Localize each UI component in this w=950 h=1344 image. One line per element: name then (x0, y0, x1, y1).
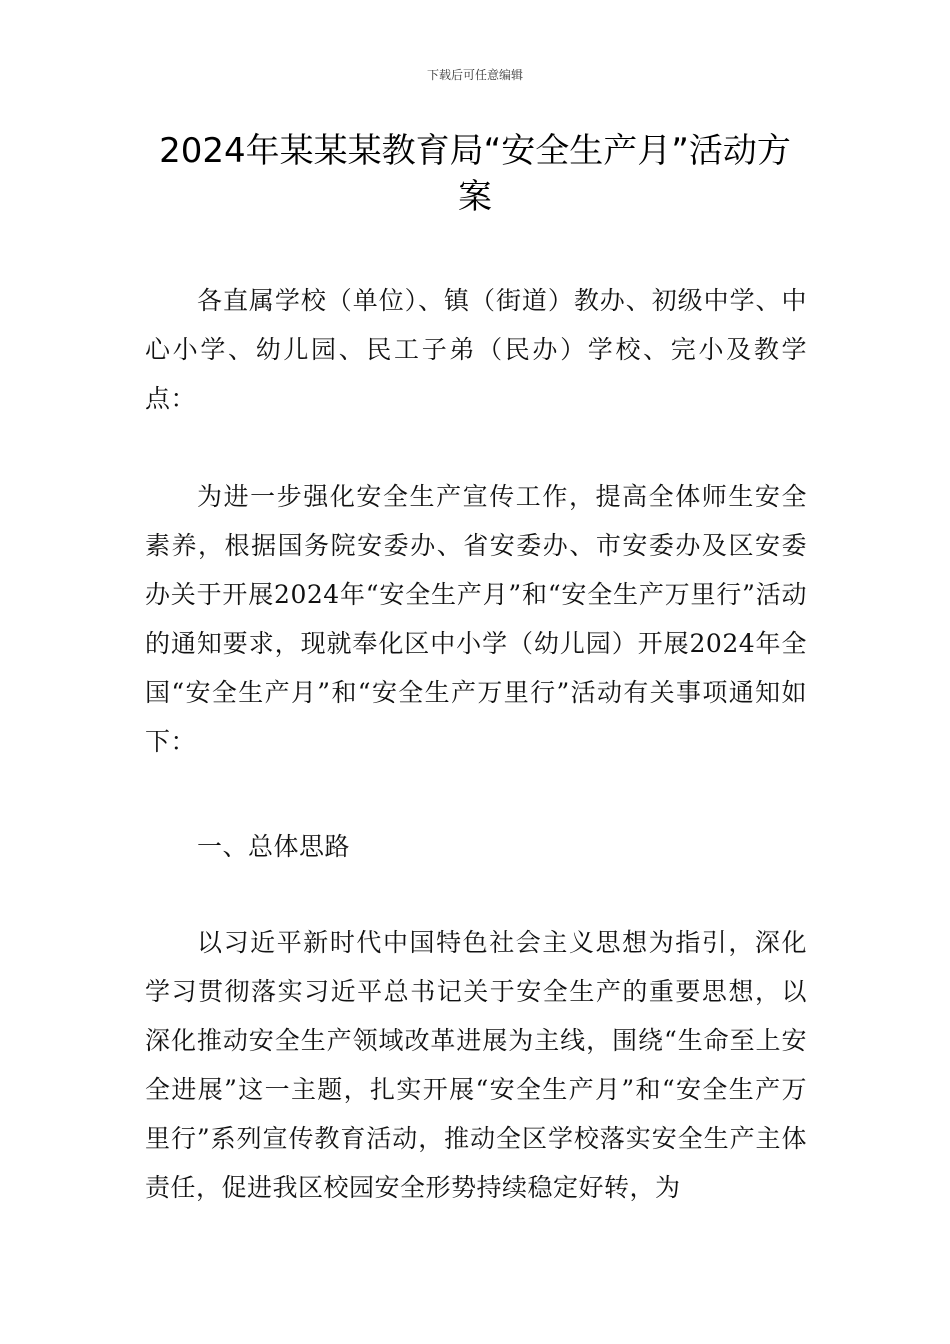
section-heading-overall-approach: 一、总体思路 (197, 832, 351, 861)
document-title: 2024年某某某教育局“安全生产月”活动方案 (159, 131, 791, 217)
section-body-overall-approach: 以习近平新时代中国特色社会主义思想为指引，深化学习贯彻落实习近平总书记关于安全生产的重要思想，以深化推动安全生产领域改革进展为主线，围绕“生命至上安全进展”这一主题，扎实开展“安全生产月”和“安全生产万里行”系列宣传教育活动，推动全区学校落实安全生产主体责任，促进我区校园安全形势持续稳定好转，为 (145, 928, 807, 1202)
salutation-paragraph: 各直属学校（单位）、镇（街道）教办、初级中学、中心小学、幼儿园、民工子弟（民办）学校、完小及教学点： (145, 286, 807, 413)
header-note: 下载后可任意编辑 (426, 68, 523, 82)
intro-paragraph: 为进一步强化安全生产宣传工作，提高全体师生安全素养，根据国务院安委办、省安委办、市安委办及区安委办关于开展2024年“安全生产月”和“安全生产万里行”活动的通知要求，现就奉化区中小学（幼儿园）开展2024年全国“安全生产月”和“安全生产万里行”活动有关事项通知如下： (145, 482, 807, 756)
